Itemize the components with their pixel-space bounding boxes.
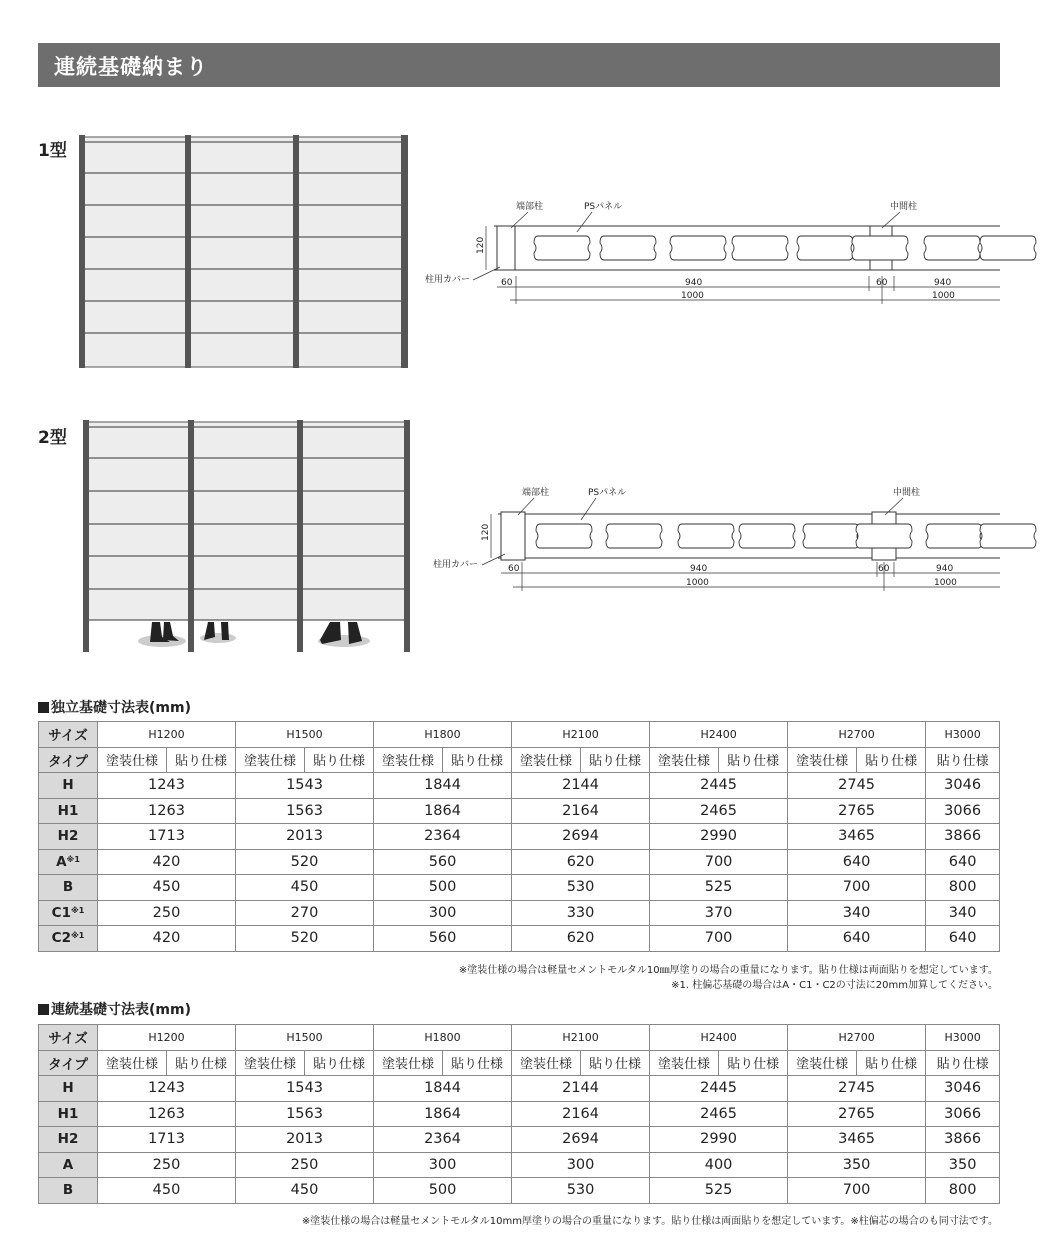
spec-paint: 塗装仕様 [236, 1050, 305, 1076]
table1-title: 独立基礎寸法表(mm) [38, 697, 191, 717]
row-label: H2 [39, 1127, 98, 1153]
table-cell: 270 [236, 900, 374, 926]
size-header: H2700 [788, 1025, 926, 1051]
table-cell: 2144 [512, 773, 650, 799]
spec-tile: 貼り仕様 [926, 747, 1000, 773]
size-header-label: サイズ [39, 1025, 98, 1051]
table-cell: 450 [236, 1178, 374, 1204]
size-header: H1200 [98, 1025, 236, 1051]
panel-hole [926, 524, 982, 548]
spec-tile: 貼り仕様 [719, 1050, 788, 1076]
dim-1000-label: 1000 [686, 578, 709, 588]
spec-paint: 塗装仕様 [98, 1050, 167, 1076]
size-header: H1200 [98, 722, 236, 748]
spec-paint: 塗装仕様 [650, 1050, 719, 1076]
dim-1000-label: 1000 [932, 291, 955, 301]
type-header-label: タイプ [39, 747, 98, 773]
table-cell: 2013 [236, 824, 374, 850]
row-label: C1$^{※1}$ [39, 900, 98, 926]
panel-hole [980, 524, 1036, 548]
spec-tile: 貼り仕様 [581, 747, 650, 773]
table-cell: 525 [650, 875, 788, 901]
table-cell: 2364 [374, 1127, 512, 1153]
table-row [39, 1127, 1000, 1153]
independent-foundation-table [38, 721, 1000, 952]
table-cell: 2445 [650, 773, 788, 799]
spec-paint: 塗装仕様 [788, 1050, 857, 1076]
spec-paint: 塗装仕様 [512, 747, 581, 773]
table-cell: 640 [788, 926, 926, 952]
mid-post-label: 中間柱 [893, 488, 921, 498]
table-cell: 1844 [374, 773, 512, 799]
dim-60-label: 60 [876, 278, 888, 288]
post-cover-label: 柱用カバー [425, 275, 471, 285]
table-cell: 1844 [374, 1076, 512, 1102]
table-cell: 400 [650, 1152, 788, 1178]
table-cell: 2013 [236, 1127, 374, 1153]
table-cell: 1243 [98, 1076, 236, 1102]
panel-hole [803, 524, 859, 548]
dim-60-label: 60 [501, 278, 513, 288]
table-cell: 1563 [236, 1101, 374, 1127]
size-header: H1500 [236, 1025, 374, 1051]
table-cell: 450 [98, 1178, 236, 1204]
dim-60-label: 60 [878, 564, 890, 574]
continuous-foundation-table [38, 1024, 1000, 1204]
table-cell: 1864 [374, 798, 512, 824]
row-label: H1 [39, 1101, 98, 1127]
spec-tile: 貼り仕様 [443, 747, 512, 773]
table1-note: ※塗装仕様の場合は軽量セメントモルタル10㎜厚塗りの場合の重量になります。貼り仕様は両面貼りを想定しています。 [458, 965, 998, 976]
panel-hole [739, 524, 795, 548]
row-label: C2$^{※1}$ [39, 926, 98, 952]
spec-paint: 塗装仕様 [236, 747, 305, 773]
spec-paint: 塗装仕様 [650, 747, 719, 773]
dim-940-label: 940 [690, 564, 708, 574]
table-cell: 300 [374, 1152, 512, 1178]
panel-hole [606, 524, 662, 548]
table2-note: ※塗装仕様の場合は軽量セメントモルタル10mm厚塗りの場合の重量になります。貼り仕様は両面貼りを想定しています。※柱偏芯の場合のも同寸法です。 [301, 1216, 998, 1227]
size-header: H3000 [926, 1025, 1000, 1051]
table-cell: 340 [788, 900, 926, 926]
mid-post-label: 中間柱 [890, 202, 918, 212]
table-cell: 2694 [512, 824, 650, 850]
table-cell: 1263 [98, 1101, 236, 1127]
table-cell: 1563 [236, 798, 374, 824]
spec-tile: 貼り仕様 [581, 1050, 650, 1076]
table-row [39, 1152, 1000, 1178]
table-cell: 2765 [788, 798, 926, 824]
table-cell: 330 [512, 900, 650, 926]
table-cell: 500 [374, 875, 512, 901]
table-row [39, 773, 1000, 799]
table-cell: 560 [374, 926, 512, 952]
table-cell: 500 [374, 1178, 512, 1204]
table-cell: 1864 [374, 1101, 512, 1127]
panel-label: PSパネル [588, 488, 627, 498]
table-cell: 2144 [512, 1076, 650, 1102]
table-cell: 450 [236, 875, 374, 901]
table2-title: 連続基礎寸法表(mm) [38, 999, 191, 1019]
table-cell: 2364 [374, 824, 512, 850]
size-header: H1500 [236, 722, 374, 748]
size-header: H2400 [650, 722, 788, 748]
table-cell: 700 [788, 1178, 926, 1204]
table-cell: 1263 [98, 798, 236, 824]
row-label: H [39, 1076, 98, 1102]
size-header: H2400 [650, 1025, 788, 1051]
table-cell: 640 [926, 926, 1000, 952]
table-cell: 300 [374, 900, 512, 926]
table-cell: 3866 [926, 1127, 1000, 1153]
table-row [39, 900, 1000, 926]
dim-940-label: 940 [934, 278, 952, 288]
table-cell: 3066 [926, 798, 1000, 824]
table-cell: 520 [236, 849, 374, 875]
table-cell: 2990 [650, 824, 788, 850]
table-cell: 420 [98, 849, 236, 875]
table-cell: 620 [512, 849, 650, 875]
spec-tile: 貼り仕様 [926, 1050, 1000, 1076]
table-row [39, 926, 1000, 952]
section-title: 連続基礎納まり [54, 55, 208, 79]
table-cell: 700 [788, 875, 926, 901]
table-cell: 520 [236, 926, 374, 952]
spec-paint: 塗装仕様 [374, 1050, 443, 1076]
table-cell: 450 [98, 875, 236, 901]
spec-paint: 塗装仕様 [374, 747, 443, 773]
table-cell: 2990 [650, 1127, 788, 1153]
panel-hole [856, 524, 912, 548]
table-row [39, 1101, 1000, 1127]
spec-paint: 塗装仕様 [512, 1050, 581, 1076]
table-cell: 350 [926, 1152, 1000, 1178]
size-header: H2100 [512, 1025, 650, 1051]
table-cell: 1713 [98, 1127, 236, 1153]
table-cell: 340 [926, 900, 1000, 926]
spec-tile: 貼り仕様 [167, 1050, 236, 1076]
dim-940-label: 940 [685, 278, 703, 288]
table-cell: 2745 [788, 773, 926, 799]
end-post-label: 端部柱 [522, 488, 550, 498]
table-cell: 3046 [926, 773, 1000, 799]
row-label: H [39, 773, 98, 799]
table-cell: 640 [926, 849, 1000, 875]
size-header: H3000 [926, 722, 1000, 748]
table-row [39, 849, 1000, 875]
dim-940-label: 940 [936, 564, 954, 574]
table-cell: 3465 [788, 1127, 926, 1153]
dim-120-label: 120 [476, 236, 486, 254]
table-row [39, 1178, 1000, 1204]
table-row [39, 798, 1000, 824]
table-cell: 3046 [926, 1076, 1000, 1102]
table-cell: 2164 [512, 798, 650, 824]
row-label: B [39, 1178, 98, 1204]
spec-paint: 塗装仕様 [98, 747, 167, 773]
table-cell: 800 [926, 875, 1000, 901]
size-header: H2700 [788, 722, 926, 748]
spec-tile: 貼り仕様 [305, 1050, 374, 1076]
size-header: H2100 [512, 722, 650, 748]
table-cell: 2694 [512, 1127, 650, 1153]
spec-tile: 貼り仕様 [443, 1050, 512, 1076]
row-label: B [39, 875, 98, 901]
type1-label: 1型 [38, 141, 67, 161]
panel-holes [536, 524, 1036, 548]
table-row [39, 824, 1000, 850]
table1-note-2: ※1. 柱偏芯基礎の場合はA・C1・C2の寸法に20mm加算してください。 [671, 980, 998, 991]
spec-tile: 貼り仕様 [857, 1050, 926, 1076]
table-cell: 530 [512, 875, 650, 901]
table-cell: 1713 [98, 824, 236, 850]
spec-tile: 貼り仕様 [719, 747, 788, 773]
table-cell: 525 [650, 1178, 788, 1204]
size-header: H1800 [374, 1025, 512, 1051]
table-cell: 620 [512, 926, 650, 952]
row-label: H1 [39, 798, 98, 824]
post-cover-label: 柱用カバー [433, 560, 479, 570]
table-cell: 1543 [236, 773, 374, 799]
dim-60-label: 60 [508, 564, 520, 574]
table-cell: 2745 [788, 1076, 926, 1102]
table-row [39, 1076, 1000, 1102]
size-header-label: サイズ [39, 722, 98, 748]
row-label: H2 [39, 824, 98, 850]
table-cell: 250 [98, 900, 236, 926]
table-cell: 420 [98, 926, 236, 952]
table-cell: 3866 [926, 824, 1000, 850]
table-cell: 3465 [788, 824, 926, 850]
table-cell: 1543 [236, 1076, 374, 1102]
spec-tile: 貼り仕様 [857, 747, 926, 773]
table-cell: 250 [98, 1152, 236, 1178]
dim-1000-label: 1000 [934, 578, 957, 588]
table-cell: 300 [512, 1152, 650, 1178]
row-mark: ※1 [70, 931, 85, 941]
table-cell: 700 [650, 849, 788, 875]
table-cell: 1243 [98, 773, 236, 799]
table-cell: 530 [512, 1178, 650, 1204]
type-header-label: タイプ [39, 1050, 98, 1076]
panel-label: PSパネル [584, 202, 623, 212]
row-label: $A^{※1}$ [39, 849, 98, 875]
table-cell: 2765 [788, 1101, 926, 1127]
table-row [39, 875, 1000, 901]
dim-1000-label: 1000 [681, 291, 704, 301]
table-cell: 250 [236, 1152, 374, 1178]
table-cell: 640 [788, 849, 926, 875]
dim-120-label: 120 [481, 523, 491, 541]
table-cell: 560 [374, 849, 512, 875]
table-cell: 350 [788, 1152, 926, 1178]
table-cell: 2465 [650, 1101, 788, 1127]
table-cell: 700 [650, 926, 788, 952]
row-mark: ※1 [66, 854, 80, 864]
type2-label: 2型 [38, 428, 67, 448]
size-header: H1800 [374, 722, 512, 748]
table-cell: 3066 [926, 1101, 1000, 1127]
spec-paint: 塗装仕様 [788, 747, 857, 773]
table-cell: 2164 [512, 1101, 650, 1127]
table-cell: 800 [926, 1178, 1000, 1204]
row-label: A [39, 1152, 98, 1178]
panel-hole [536, 524, 592, 548]
spec-tile: 貼り仕様 [305, 747, 374, 773]
row-mark: ※1 [70, 905, 85, 915]
end-post-label: 端部柱 [516, 202, 544, 212]
spec-tile: 貼り仕様 [167, 747, 236, 773]
table-cell: 2465 [650, 798, 788, 824]
panel-hole [678, 524, 734, 548]
table-cell: 2445 [650, 1076, 788, 1102]
table-cell: 370 [650, 900, 788, 926]
